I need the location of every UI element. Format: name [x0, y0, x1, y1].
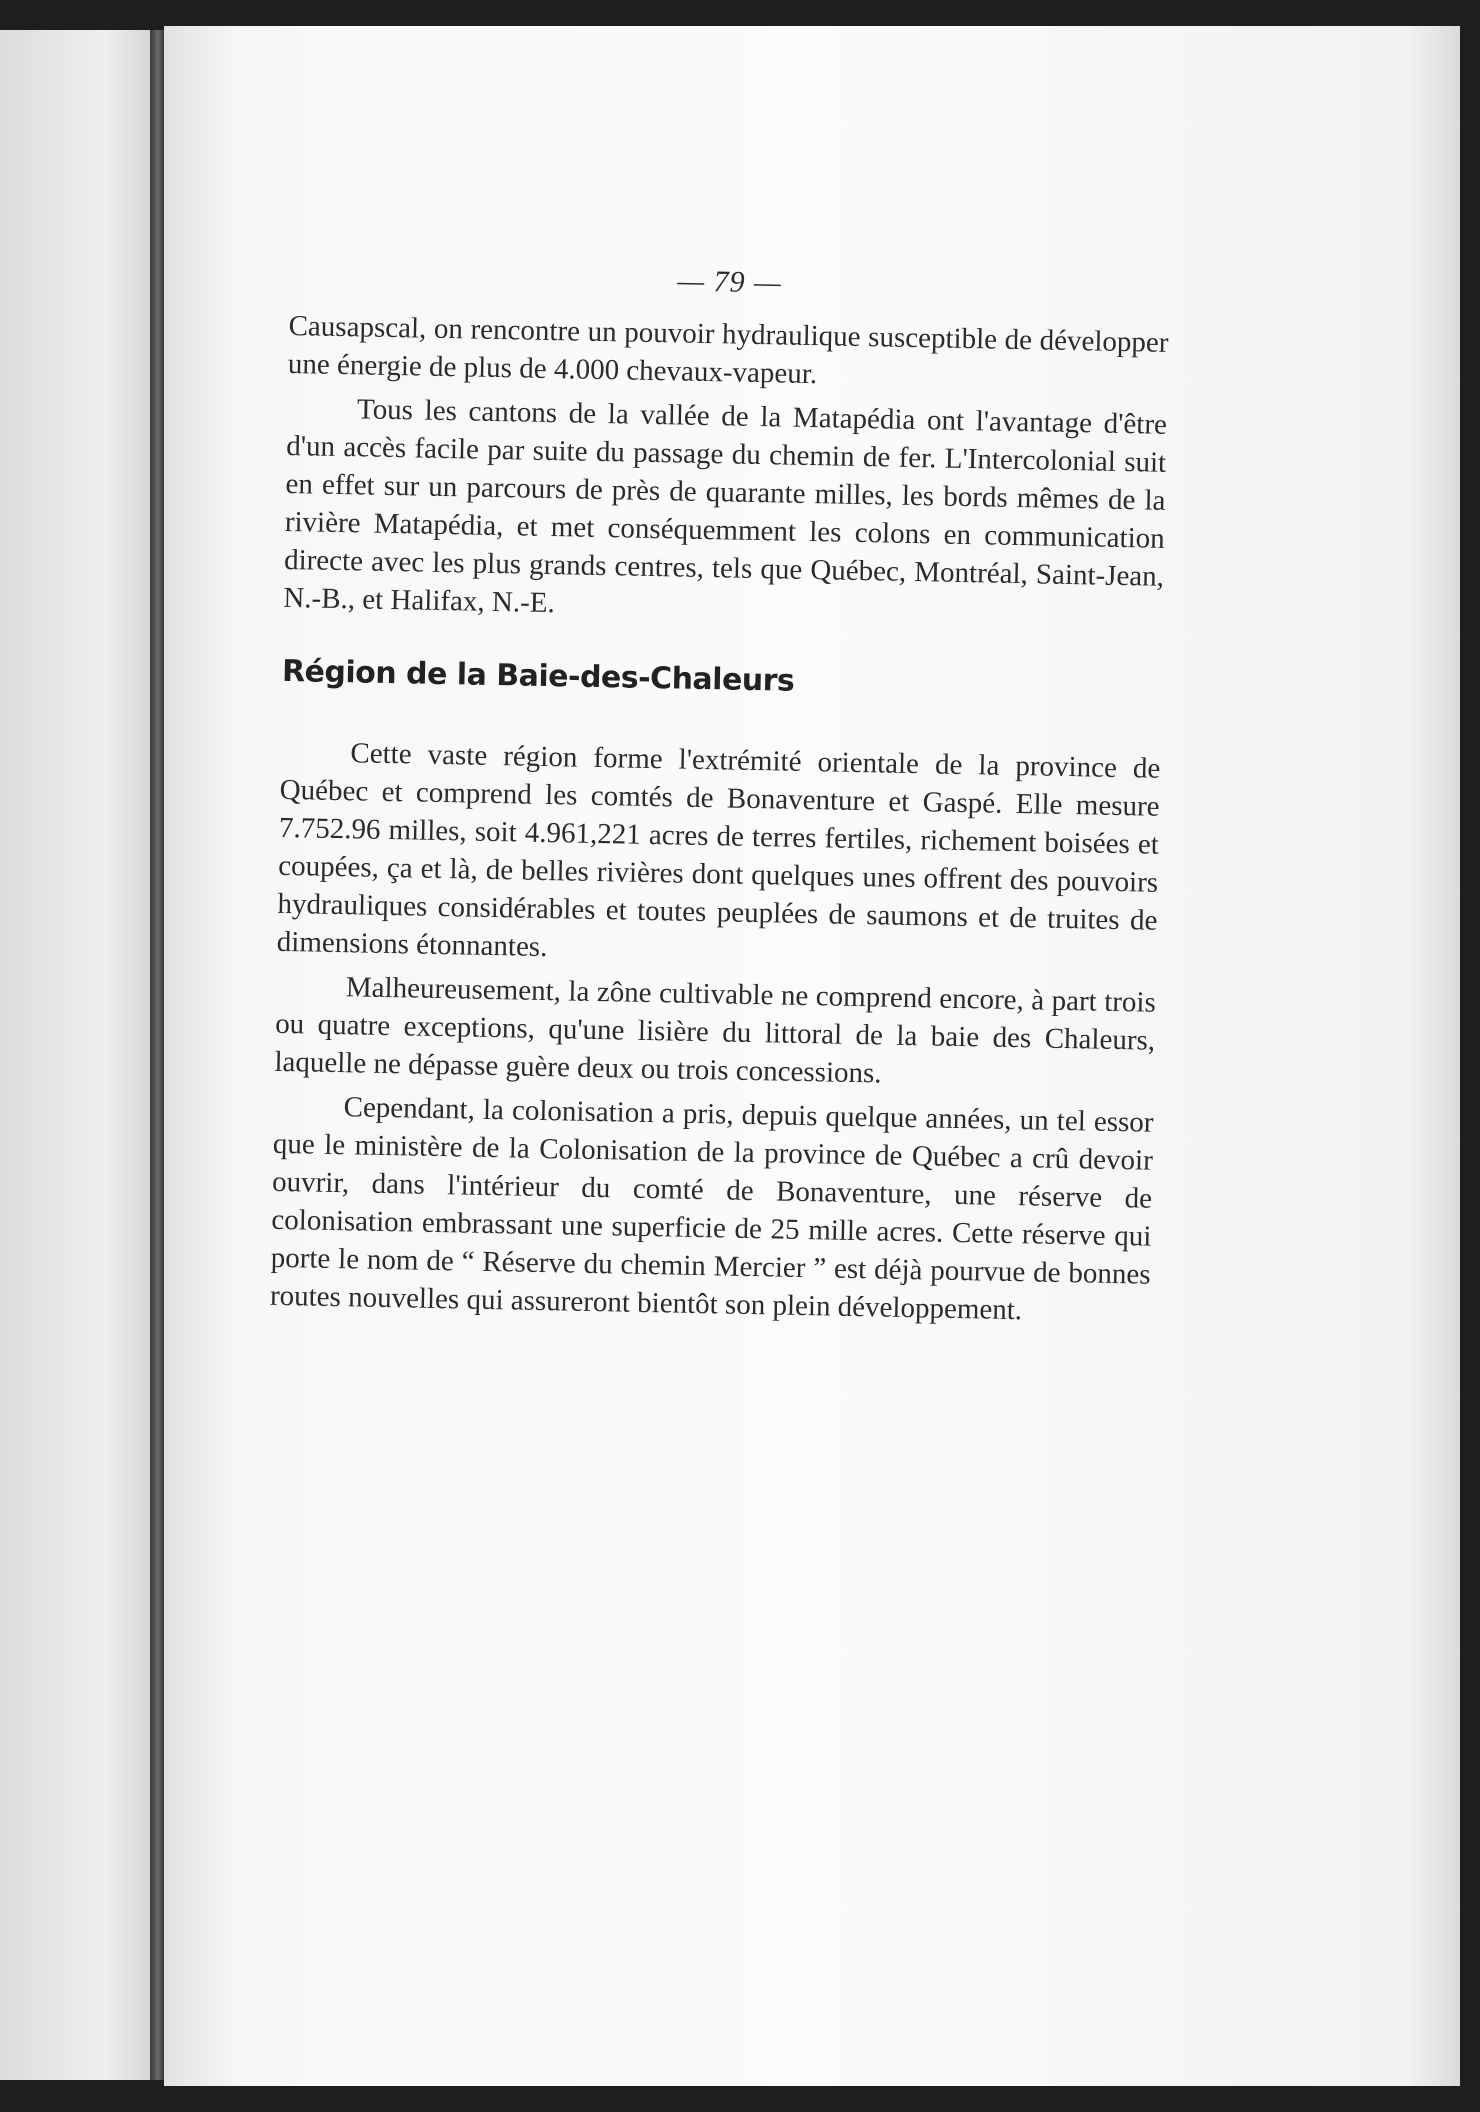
- left-page-edge: [0, 30, 150, 2080]
- section-heading: Région de la Baie-des-Chaleurs: [281, 653, 795, 699]
- paragraph: Cette vaste région forme l'extrémité orientale de la province de Québec et comprend les comtés de Bonaventure et Gaspé. Elle mesure 7.752.96 milles, soit 4.961,221 acres de terres fertiles, richement boisées et coupées, ça et là, de belles rivières dont quelques unes offrent des pouvoirs hydrauliques considérables et toutes peuplées de saumons et de truites de dimensions étonnantes.: [276, 737, 1161, 964]
- paragraph: Causapscal, on rencontre un pouvoir hydraulique susceptible de développer une énergie de plus de 4.000 chevaux-vapeur.: [287, 309, 1169, 391]
- paragraph: Malheureusement, la zône cultivable ne comprend encore, à part trois ou quatre exceptions, qu'une lisière du littoral de la baie des Chaleurs, laquelle ne dépasse guère deux ou trois concessions.: [274, 971, 1157, 1090]
- paragraph: Tous les cantons de la vallée de la Matapédia ont l'avantage d'être d'un accès facile par suite du passage du chemin de fer. L'Intercolonial suit en effet sur un parcours de près de quarante milles, les bords mêmes de la rivière Matapédia, et met conséquemment les colons en communication directe avec les plus grands centres, tels que Québec, Montréal, Saint-Jean, N.-B., et Halifax, N.-E.: [283, 393, 1168, 620]
- paragraph: Cependant, la colonisation a pris, depuis quelque années, un tel essor que le ministère de la Colonisation de la province de Québec a crû devoir ouvrir, dans l'intérieur du comté de Bonaventure, une réserve de colonisation embrassant une superficie de 25 mille acres. Cette réserve qui porte le nom de “ Réserve du chemin Mercier ” est déjà pourvue de bonnes routes nouvelles qui assureront bientôt son plein développement.: [269, 1091, 1154, 1327]
- page-number: — 79 —: [677, 264, 783, 300]
- page-text-block: [270, 255, 1170, 1338]
